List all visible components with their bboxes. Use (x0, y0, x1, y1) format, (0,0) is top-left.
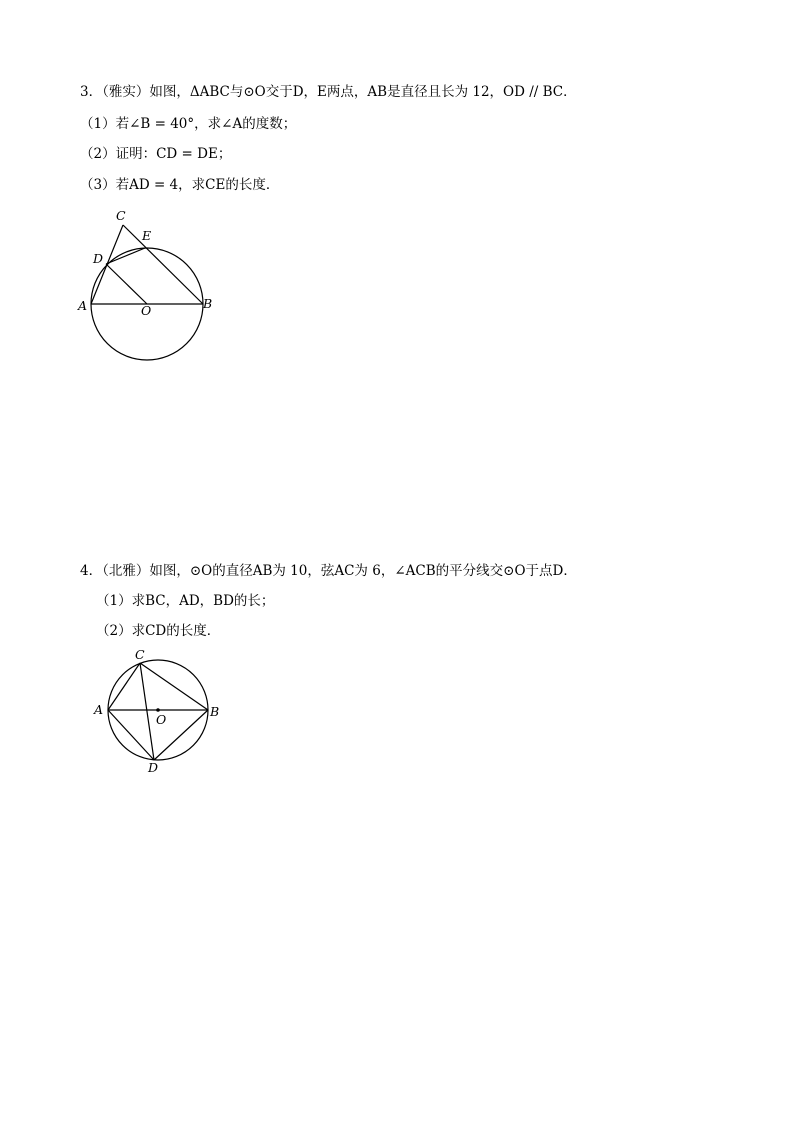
question-4-figure (88, 645, 228, 780)
segment-od (106, 264, 147, 304)
question-3-part-3: （3）若AD = 4，求CE的长度． (80, 177, 280, 193)
chord-cb (140, 663, 208, 710)
label-d: D (148, 760, 159, 775)
question-4-part-1: （1）求BC，AD，BD的长； (96, 593, 275, 609)
label-o: O (156, 712, 167, 727)
label-c: C (116, 208, 126, 223)
chord-cd (140, 663, 154, 760)
question-4-stem: 4．（北雅）如图，⊙O的直径AB为 10，弦AC为 6，∠ACB的平分线交⊙O于点D． (80, 563, 577, 579)
label-b: B (203, 296, 213, 311)
question-4-part-2: （2）求CD的长度． (96, 623, 221, 639)
chord-ac (108, 663, 140, 710)
question-3-stem: 3．（雅实）如图，ΔABC与⊙O交于D，E两点，AB是直径且长为 12，OD // BC． (80, 84, 577, 100)
question-3-part-1: （1）若∠B = 40°，求∠A的度数； (80, 116, 297, 132)
label-a: A (94, 702, 104, 717)
label-o: O (141, 303, 152, 318)
label-b: B (210, 704, 220, 719)
segment-de (106, 248, 145, 264)
label-a: A (78, 298, 88, 313)
question-3-part-2: （2）证明：CD = DE； (80, 146, 232, 162)
label-e: E (142, 228, 152, 243)
label-c: C (135, 647, 145, 662)
label-d: D (93, 251, 104, 266)
question-3-figure (70, 200, 230, 365)
